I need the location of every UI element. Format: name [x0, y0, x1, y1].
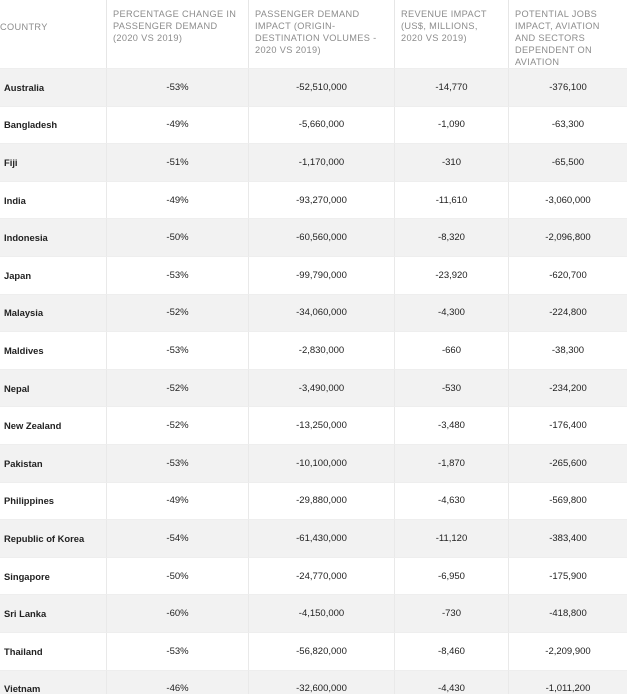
passenger-demand-cell: -3,490,000 — [248, 369, 394, 407]
country-cell: Philippines — [0, 482, 106, 520]
percentage-change-cell: -46% — [106, 670, 248, 694]
table-row — [0, 482, 627, 520]
percentage-change-cell: -52% — [106, 406, 248, 444]
country-cell: Vietnam — [0, 670, 106, 694]
table-row — [0, 594, 627, 632]
revenue-impact-cell: -11,610 — [394, 181, 508, 219]
country-cell: India — [0, 181, 106, 219]
revenue-impact-cell: -310 — [394, 143, 508, 181]
percentage-change-cell: -49% — [106, 106, 248, 144]
jobs-impact-cell: -265,600 — [508, 444, 627, 482]
passenger-demand-cell: -93,270,000 — [248, 181, 394, 219]
table-row — [0, 557, 627, 595]
percentage-change-cell: -52% — [106, 369, 248, 407]
passenger-demand-cell: -60,560,000 — [248, 218, 394, 256]
country-cell: New Zealand — [0, 406, 106, 444]
revenue-impact-cell: -1,870 — [394, 444, 508, 482]
header-revenue-impact: REVENUE IMPACT (US$, MILLIONS, 2020 VS 2019) — [394, 0, 508, 68]
jobs-impact-cell: -418,800 — [508, 594, 627, 632]
passenger-demand-cell: -24,770,000 — [248, 557, 394, 595]
table-row — [0, 294, 627, 332]
table-row — [0, 444, 627, 482]
passenger-demand-cell: -4,150,000 — [248, 594, 394, 632]
percentage-change-cell: -51% — [106, 143, 248, 181]
revenue-impact-cell: -530 — [394, 369, 508, 407]
passenger-demand-cell: -99,790,000 — [248, 256, 394, 294]
passenger-demand-cell: -32,600,000 — [248, 670, 394, 694]
passenger-demand-cell: -5,660,000 — [248, 106, 394, 144]
header-jobs-impact: POTENTIAL JOBS IMPACT, AVIATION AND SECTORS DEPENDENT ON AVIATION — [508, 0, 627, 68]
header-row — [0, 0, 627, 68]
percentage-change-cell: -50% — [106, 218, 248, 256]
percentage-change-cell: -49% — [106, 482, 248, 520]
percentage-change-cell: -53% — [106, 632, 248, 670]
jobs-impact-cell: -620,700 — [508, 256, 627, 294]
jobs-impact-cell: -224,800 — [508, 294, 627, 332]
percentage-change-cell: -52% — [106, 294, 248, 332]
revenue-impact-cell: -4,300 — [394, 294, 508, 332]
passenger-demand-cell: -1,170,000 — [248, 143, 394, 181]
jobs-impact-cell: -1,011,200 — [508, 670, 627, 694]
revenue-impact-cell: -11,120 — [394, 519, 508, 557]
percentage-change-cell: -53% — [106, 331, 248, 369]
revenue-impact-cell: -660 — [394, 331, 508, 369]
table-row — [0, 181, 627, 219]
country-cell: Republic of Korea — [0, 519, 106, 557]
country-cell: Japan — [0, 256, 106, 294]
passenger-demand-cell: -10,100,000 — [248, 444, 394, 482]
percentage-change-cell: -53% — [106, 256, 248, 294]
jobs-impact-cell: -65,500 — [508, 143, 627, 181]
table-row — [0, 519, 627, 557]
table-row — [0, 406, 627, 444]
passenger-demand-cell: -56,820,000 — [248, 632, 394, 670]
table-row — [0, 670, 627, 694]
table-row — [0, 218, 627, 256]
jobs-impact-cell: -234,200 — [508, 369, 627, 407]
passenger-demand-cell: -61,430,000 — [248, 519, 394, 557]
revenue-impact-cell: -6,950 — [394, 557, 508, 595]
table-row — [0, 143, 627, 181]
percentage-change-cell: -50% — [106, 557, 248, 595]
table-row — [0, 68, 627, 106]
revenue-impact-cell: -4,630 — [394, 482, 508, 520]
percentage-change-cell: -53% — [106, 444, 248, 482]
jobs-impact-cell: -383,400 — [508, 519, 627, 557]
table-row — [0, 632, 627, 670]
country-cell: Singapore — [0, 557, 106, 595]
country-cell: Australia — [0, 68, 106, 106]
jobs-impact-cell: -2,096,800 — [508, 218, 627, 256]
table-header — [0, 0, 627, 68]
country-cell: Bangladesh — [0, 106, 106, 144]
jobs-impact-cell: -3,060,000 — [508, 181, 627, 219]
jobs-impact-cell: -38,300 — [508, 331, 627, 369]
table-row — [0, 106, 627, 144]
percentage-change-cell: -49% — [106, 181, 248, 219]
revenue-impact-cell: -14,770 — [394, 68, 508, 106]
jobs-impact-cell: -63,300 — [508, 106, 627, 144]
table-row — [0, 256, 627, 294]
revenue-impact-cell: -8,460 — [394, 632, 508, 670]
header-percentage-change: PERCENTAGE CHANGE IN PASSENGER DEMAND (2020 VS 2019) — [106, 0, 248, 68]
header-passenger-demand-impact: PASSENGER DEMAND IMPACT (ORIGIN-DESTINATION VOLUMES - 2020 VS 2019) — [248, 0, 394, 68]
jobs-impact-cell: -175,900 — [508, 557, 627, 595]
passenger-demand-cell: -13,250,000 — [248, 406, 394, 444]
jobs-impact-cell: -569,800 — [508, 482, 627, 520]
passenger-demand-cell: -29,880,000 — [248, 482, 394, 520]
revenue-impact-cell: -8,320 — [394, 218, 508, 256]
country-cell: Fiji — [0, 143, 106, 181]
revenue-impact-cell: -730 — [394, 594, 508, 632]
jobs-impact-cell: -376,100 — [508, 68, 627, 106]
table-row — [0, 369, 627, 407]
country-cell: Nepal — [0, 369, 106, 407]
percentage-change-cell: -54% — [106, 519, 248, 557]
country-cell: Malaysia — [0, 294, 106, 332]
table-row — [0, 331, 627, 369]
percentage-change-cell: -60% — [106, 594, 248, 632]
passenger-demand-cell: -2,830,000 — [248, 331, 394, 369]
revenue-impact-cell: -4,430 — [394, 670, 508, 694]
country-cell: Sri Lanka — [0, 594, 106, 632]
revenue-impact-cell: -3,480 — [394, 406, 508, 444]
revenue-impact-cell: -1,090 — [394, 106, 508, 144]
country-cell: Pakistan — [0, 444, 106, 482]
passenger-demand-cell: -34,060,000 — [248, 294, 394, 332]
header-country: COUNTRY — [0, 22, 48, 32]
revenue-impact-cell: -23,920 — [394, 256, 508, 294]
passenger-demand-cell: -52,510,000 — [248, 68, 394, 106]
table-body — [0, 68, 627, 694]
jobs-impact-cell: -176,400 — [508, 406, 627, 444]
country-cell: Thailand — [0, 632, 106, 670]
jobs-impact-cell: -2,209,900 — [508, 632, 627, 670]
percentage-change-cell: -53% — [106, 68, 248, 106]
country-cell: Indonesia — [0, 218, 106, 256]
country-cell: Maldives — [0, 331, 106, 369]
